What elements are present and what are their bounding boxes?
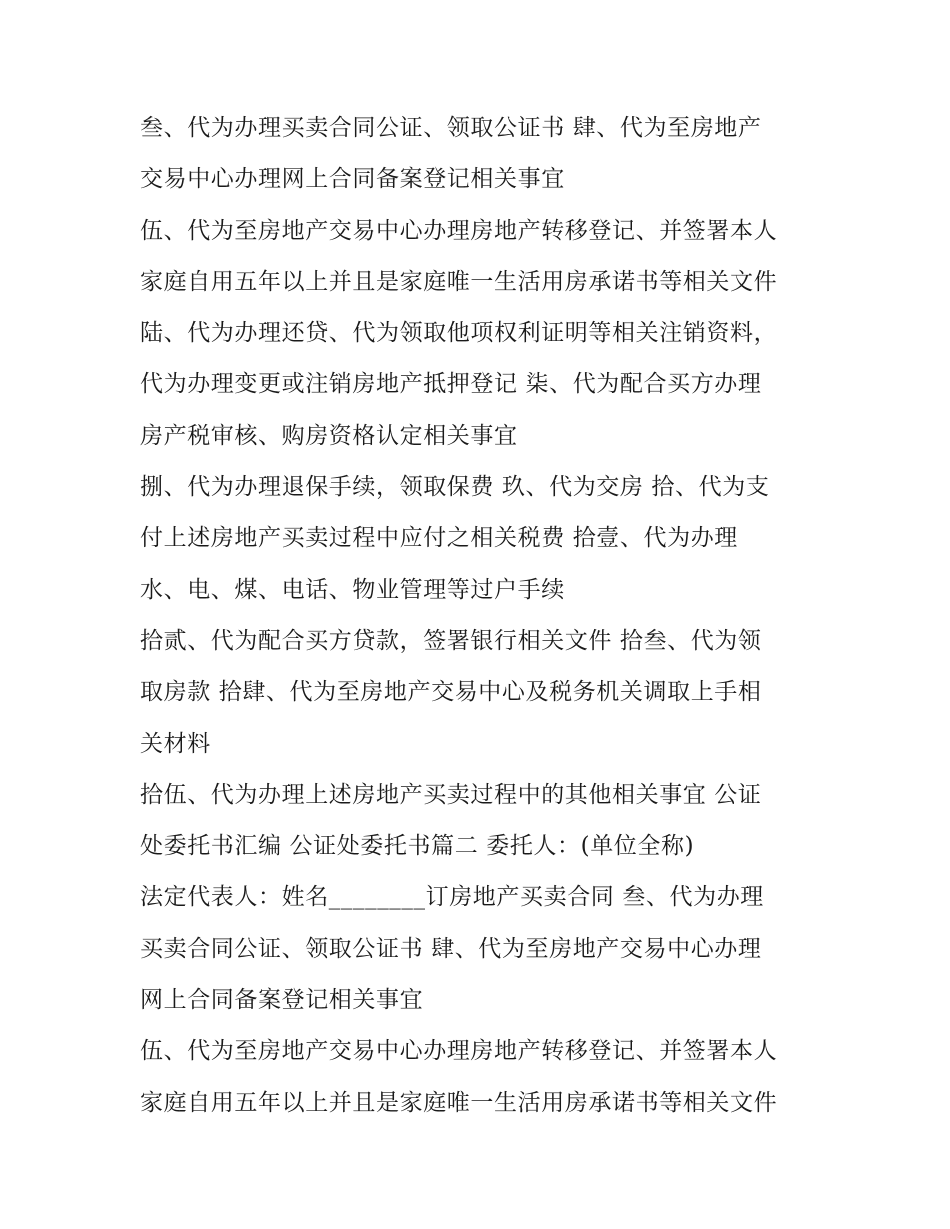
text-line: 拾贰、代为配合买方贷款，签署银行相关文件 拾叁、代为领 (140, 627, 762, 654)
text-line: 家庭自用五年以上并且是家庭唯一生活用房承诺书等相关文件 (140, 1089, 778, 1116)
text-line: 法定代表人：姓名________订房地产买卖合同 叁、代为办理 (140, 884, 764, 911)
text-line: 付上述房地产买卖过程中应付之相关税费 拾壹、代为办理 (140, 525, 738, 552)
text-line: 买卖合同公证、领取公证书 肆、代为至房地产交易中心办理 (140, 935, 762, 962)
text-line: 网上合同备案登记相关事宜 (140, 987, 424, 1014)
text-line: 陆、代为办理还贷、代为领取他项权利证明等相关注销资料， (140, 320, 778, 347)
text-line: 家庭自用五年以上并且是家庭唯一生活用房承诺书等相关文件 (140, 268, 778, 295)
text-line: 房产税审核、购房资格认定相关事宜 (140, 422, 518, 449)
text-line: 捌、代为办理退保手续，领取保费 玖、代为交房 拾、代为支 (140, 474, 770, 501)
document-body (140, 103, 840, 1129)
text-line: 取房款 拾肆、代为至房地产交易中心及税务机关调取上手相 (140, 679, 762, 706)
text-line: 处委托书汇编 公证处委托书篇二 委托人：(单位全称) (140, 833, 695, 860)
text-line: 关材料 (140, 730, 211, 757)
text-line: 拾伍、代为办理上述房地产买卖过程中的其他相关事宜 公证 (140, 781, 762, 808)
text-line: 伍、代为至房地产交易中心办理房地产转移登记、并签署本人 (140, 1038, 778, 1065)
text-line: 伍、代为至房地产交易中心办理房地产转移登记、并签署本人 (140, 217, 778, 244)
text-line: 水、电、煤、电话、物业管理等过户手续 (140, 576, 565, 603)
text-line: 代为办理变更或注销房地产抵押登记 柒、代为配合买方办理 (140, 371, 762, 398)
text-line: 交易中心办理网上合同备案登记相关事宜 (140, 166, 565, 193)
text-line: 叁、代为办理买卖合同公证、领取公证书 肆、代为至房地产 (140, 115, 762, 141)
